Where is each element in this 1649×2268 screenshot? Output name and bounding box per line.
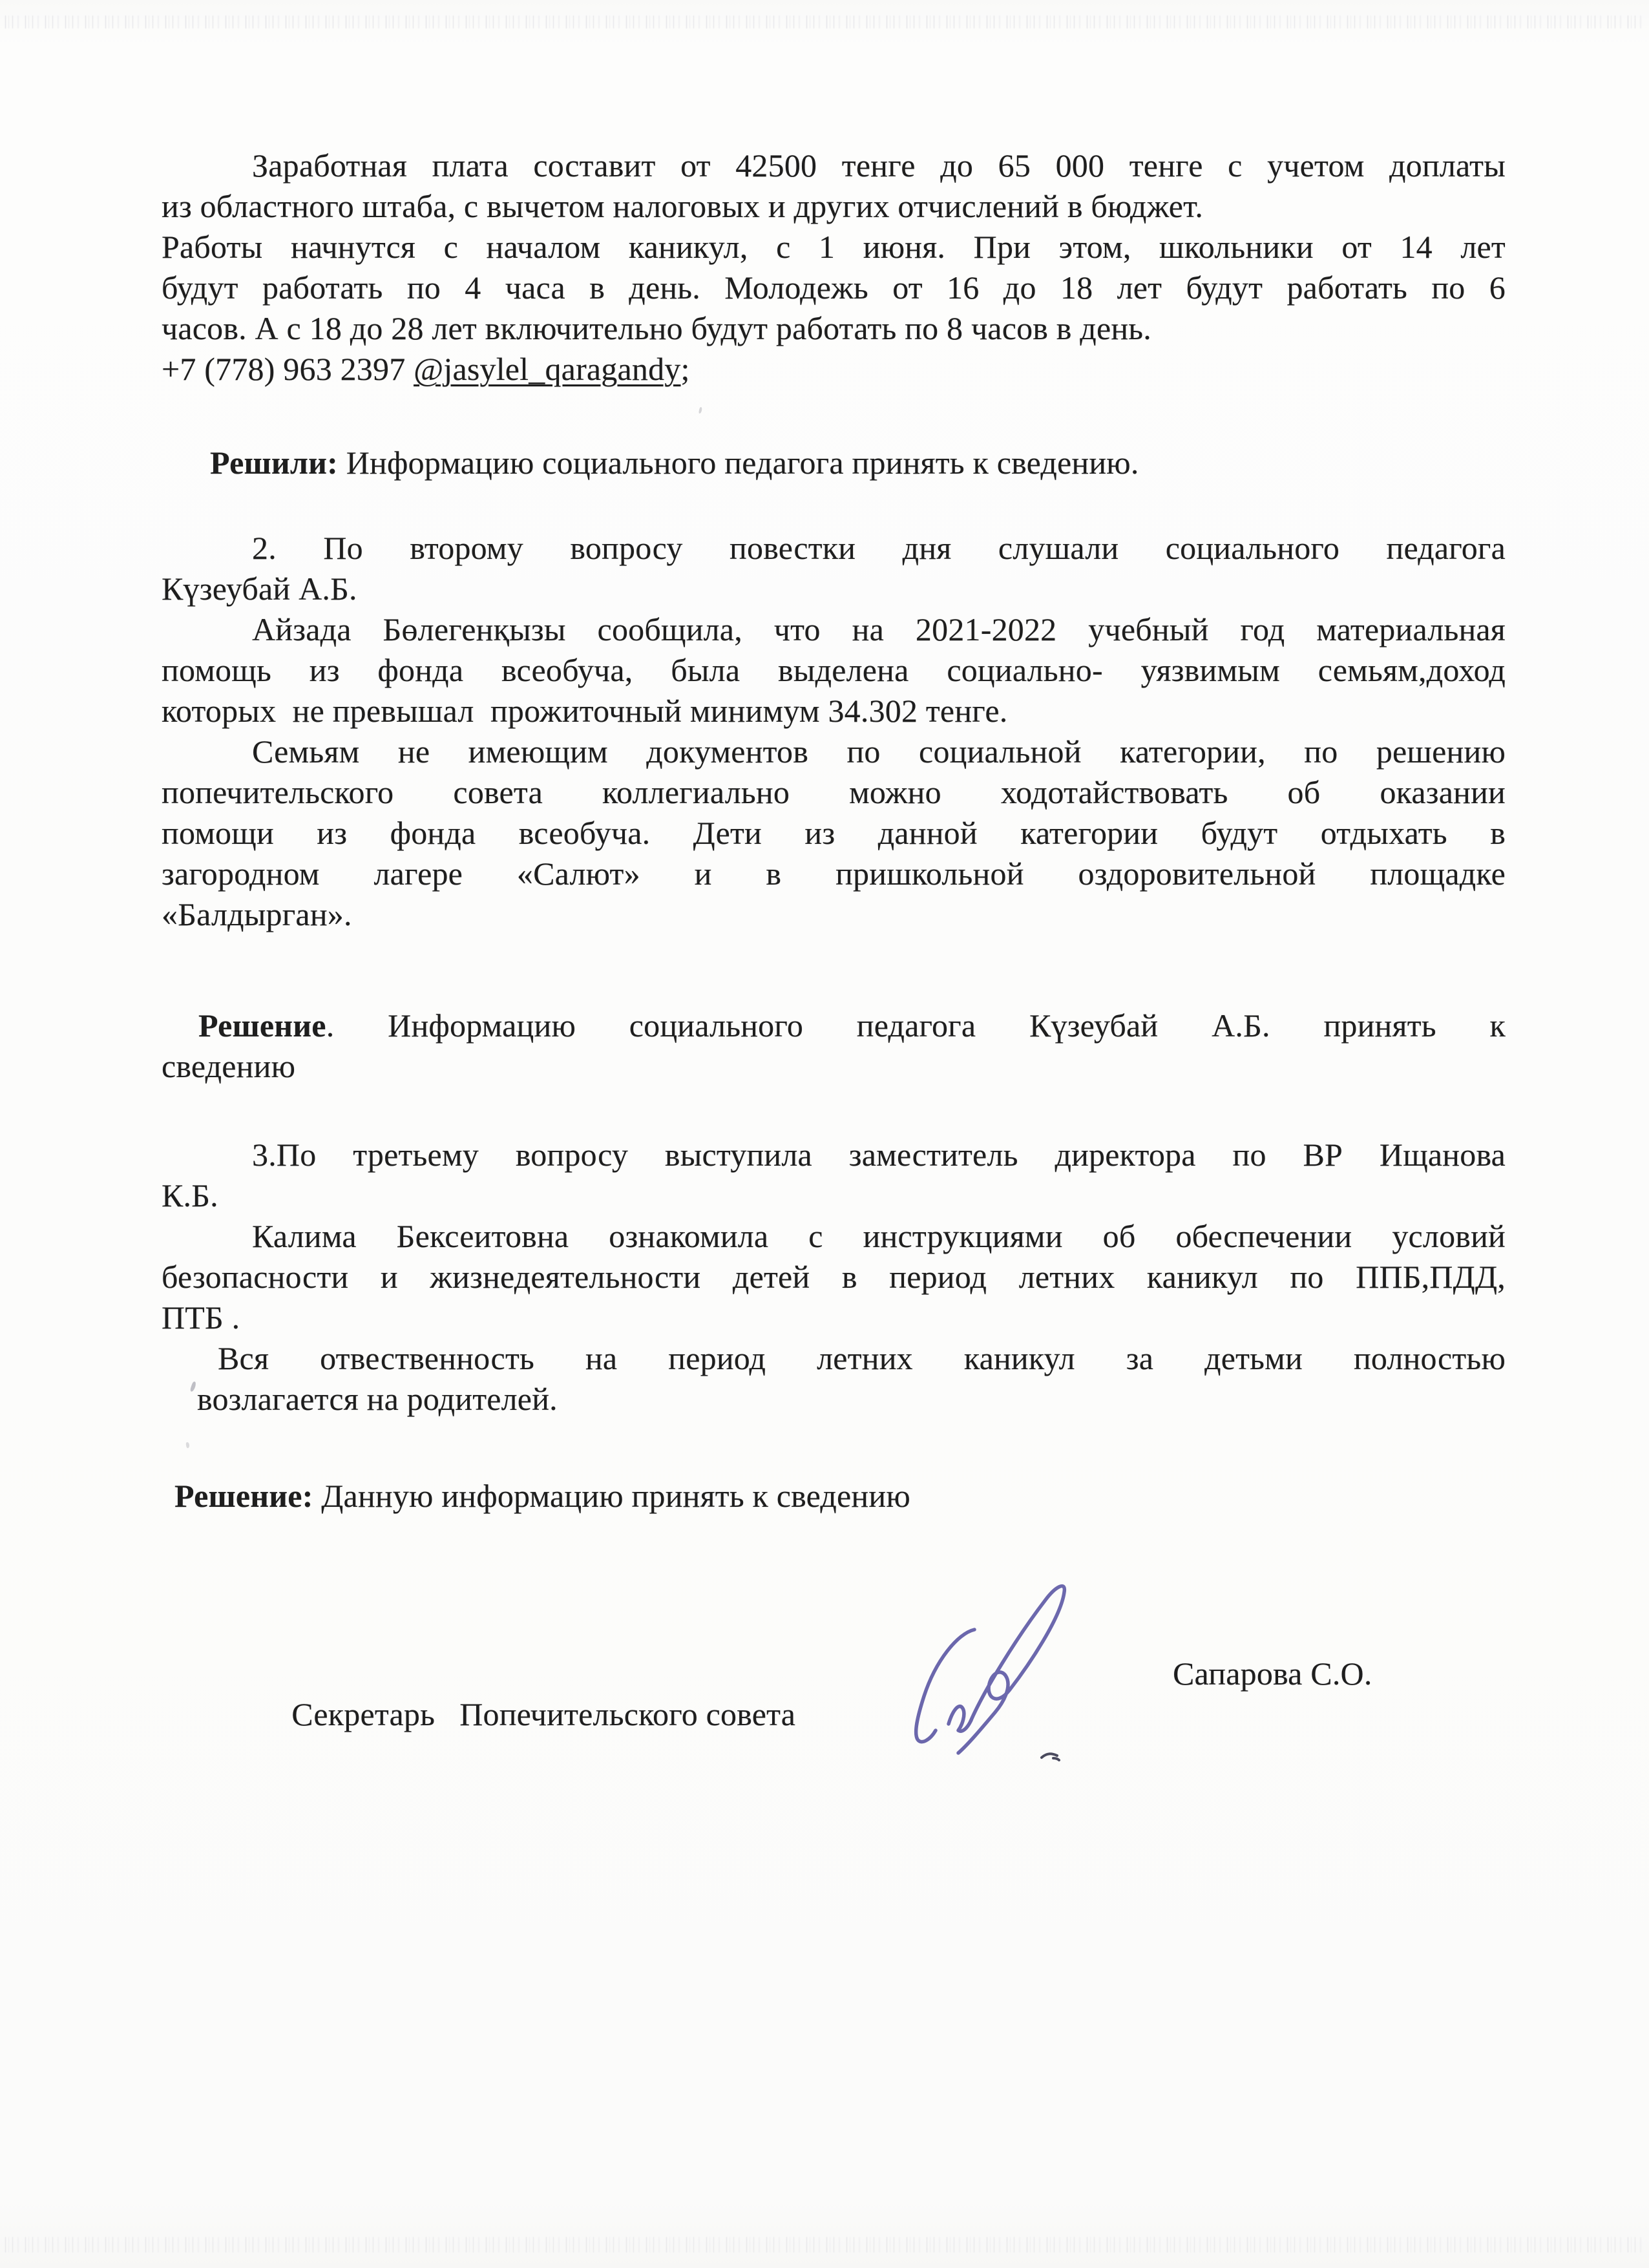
- text-line: [162, 227, 1506, 268]
- resolution-label: Решение:: [174, 1478, 313, 1514]
- signature-row: [162, 1654, 1506, 1732]
- line-text: безопасности и жизнедеятельности детей в период летних каникул по ППБ,ПДД,: [162, 1259, 1506, 1295]
- text-line: [162, 650, 1506, 691]
- resolution-line: [162, 1005, 1506, 1046]
- line-text: Работы начнутся с началом каникул, с 1 июня. При этом, школьники от 14 лет: [162, 229, 1506, 265]
- document-body: [162, 145, 1506, 1732]
- text-line: [162, 528, 1506, 569]
- signatory-role: Секретарь Попечительского совета: [291, 1696, 796, 1732]
- text-line: [162, 691, 1506, 731]
- text-line: [162, 1379, 1506, 1420]
- line-text: из областного штаба, с вычетом налоговых и других отчислений в бюджет.: [162, 188, 1204, 224]
- line-text: Айзада Бөлегенқызы сообщила, что на 2021-2022 учебный год материальная: [252, 611, 1506, 647]
- line-text: Калима Бексеитовна ознакомила с инструкциями об обеспечении условий: [252, 1218, 1506, 1254]
- line-text: которых не превышал прожиточный минимум 34.302 тенге.: [162, 693, 1008, 729]
- text-line: [162, 1175, 1506, 1216]
- text-line: [162, 308, 1506, 349]
- text-line: [162, 1257, 1506, 1297]
- line-text: ;: [680, 351, 690, 387]
- text-line: [162, 854, 1506, 894]
- line-text: возлагается на родителей.: [197, 1381, 558, 1417]
- text-line: [162, 609, 1506, 650]
- phone-number: +7 (778) 963 2397: [162, 351, 414, 387]
- line-text: попечительского совета коллегиально можно ходотайствовать об оказании: [162, 774, 1506, 810]
- text-line: [162, 894, 1506, 935]
- line-text: Заработная плата составит от 42500 тенге до 65 000 тенге с учетом доплаты: [252, 147, 1506, 184]
- line-text: 2. По второму вопросу повестки дня слушали социального педагога: [252, 530, 1506, 566]
- scan-noise-top-edge: [5, 16, 1644, 28]
- resolution-line: [162, 443, 1506, 483]
- text-line: [162, 813, 1506, 854]
- text-line: [162, 569, 1506, 609]
- text-line: [162, 186, 1506, 227]
- resolution-text: . Информацию социального педагога Күзеубай А.Б. принять к: [326, 1007, 1506, 1044]
- line-text: Семьям не имеющим документов по социальной категории, по решению: [252, 733, 1506, 770]
- line-text: 3.По третьему вопросу выступила заместитель директора по ВР Ищанова: [252, 1137, 1506, 1173]
- text-line: [162, 1338, 1506, 1379]
- line-text: К.Б.: [162, 1177, 218, 1213]
- line-text: «Балдырган».: [162, 896, 352, 932]
- resolution-label: Решение: [198, 1007, 326, 1044]
- text-line: [162, 1297, 1506, 1338]
- line-text: будут работать по 4 часа в день. Молодежь от 16 до 18 лет будут работать по 6: [162, 269, 1506, 306]
- text-line: [162, 145, 1506, 186]
- signatory-name: Сапарова С.О.: [1173, 1655, 1372, 1692]
- text-line: [162, 772, 1506, 813]
- text-line: [162, 1216, 1506, 1257]
- text-line: [162, 268, 1506, 308]
- resolution-text: Информацию социального педагога принять к сведению.: [338, 445, 1139, 481]
- line-text: помощи из фонда всеобуча. Дети из данной категории будут отдыхать в: [162, 815, 1506, 851]
- line-text: помощь из фонда всеобуча, была выделена социально- уязвимым семьям,доход: [162, 652, 1506, 688]
- resolution-text: сведению: [162, 1048, 296, 1084]
- text-line: [162, 1135, 1506, 1175]
- scan-noise-bottom-edge: [5, 2237, 1644, 2252]
- resolution-line: [162, 1476, 1506, 1517]
- line-text: часов. А с 18 до 28 лет включительно будут работать по 8 часов в день.: [162, 310, 1151, 346]
- resolution-line: [162, 1046, 1506, 1087]
- resolution-text: Данную информацию принять к сведению: [313, 1478, 910, 1514]
- line-text: загородном лагере «Салют» и в пришкольной оздоровительной площадке: [162, 856, 1506, 892]
- line-text: Вся отвественность на период летних каникул за детьми полностью: [218, 1340, 1506, 1376]
- contact-line: [162, 349, 1506, 390]
- telegram-handle: @jasylel_qaragandy: [414, 351, 681, 387]
- line-text: Күзеубай А.Б.: [162, 571, 357, 607]
- resolution-label: Решили:: [210, 445, 339, 481]
- line-text: ПТБ .: [162, 1299, 240, 1336]
- text-line: [162, 731, 1506, 772]
